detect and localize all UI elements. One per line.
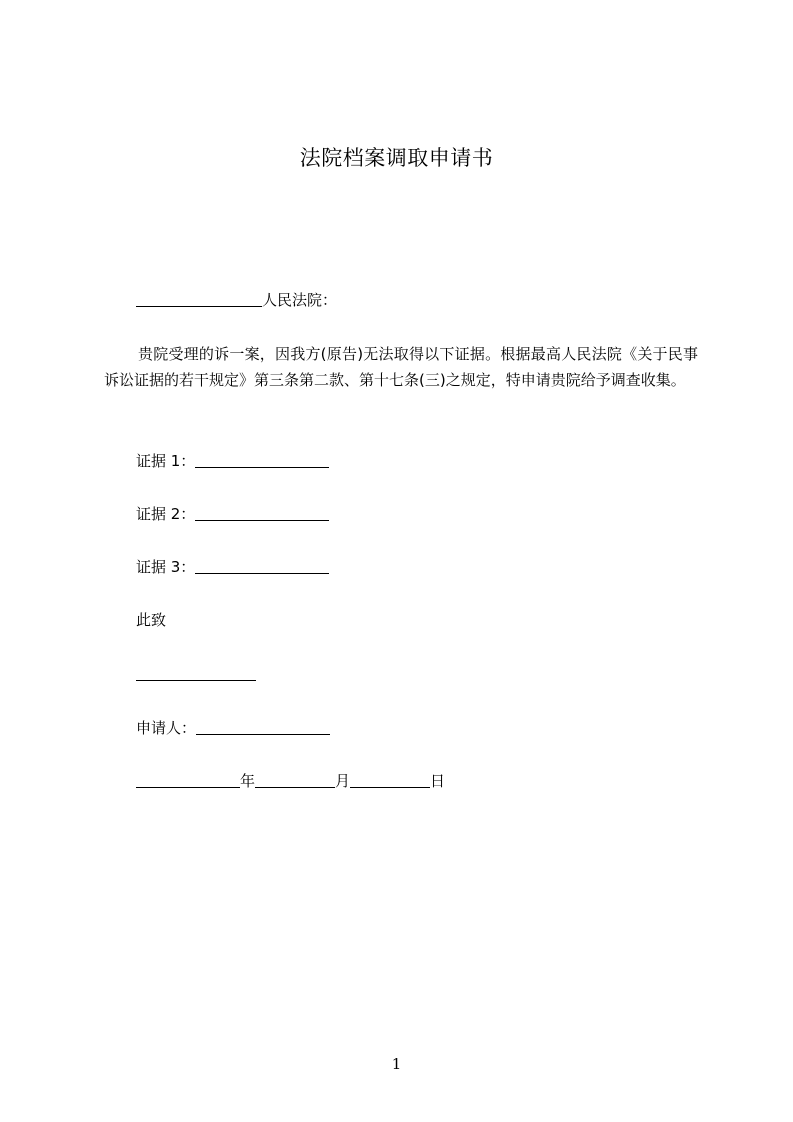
- recipient-line: [136, 662, 256, 686]
- evidence-blank-1: [195, 451, 329, 468]
- evidence-blank-3: [195, 557, 329, 574]
- month-label: 月: [335, 772, 351, 790]
- court-name-blank: [136, 290, 262, 307]
- year-label: 年: [240, 772, 256, 790]
- month-blank: [255, 771, 335, 788]
- applicant-line: [136, 716, 330, 740]
- evidence-line-3: [136, 555, 329, 579]
- body-paragraph: 贵院受理的诉一案，因我方(原告)无法取得以下证据。根据最高人民法院《关于民事诉讼证据的若干规定》第三条第二款、第十七条(三)之规定，特申请贵院给予调查收集。: [104, 345, 698, 389]
- document-title: 法院档案调取申请书: [299, 146, 494, 170]
- evidence-line-2: [136, 502, 329, 526]
- applicant-label: 申请人：: [136, 719, 197, 737]
- addressee-line: [136, 288, 337, 312]
- day-label: 日: [430, 772, 446, 790]
- page-number: 1: [391, 1055, 402, 1073]
- evidence-blank-2: [195, 504, 329, 521]
- recipient-blank: [136, 664, 256, 681]
- closing-line: 此致: [136, 611, 167, 629]
- date-line: [136, 769, 445, 793]
- evidence-label-3: 证据 3：: [136, 558, 196, 576]
- day-blank: [350, 771, 430, 788]
- addressee-suffix: 人民法院：: [262, 291, 338, 309]
- evidence-label-2: 证据 2：: [136, 505, 196, 523]
- year-blank: [136, 771, 240, 788]
- evidence-label-1: 证据 1：: [136, 452, 196, 470]
- applicant-blank: [196, 718, 330, 735]
- evidence-line-1: [136, 449, 329, 473]
